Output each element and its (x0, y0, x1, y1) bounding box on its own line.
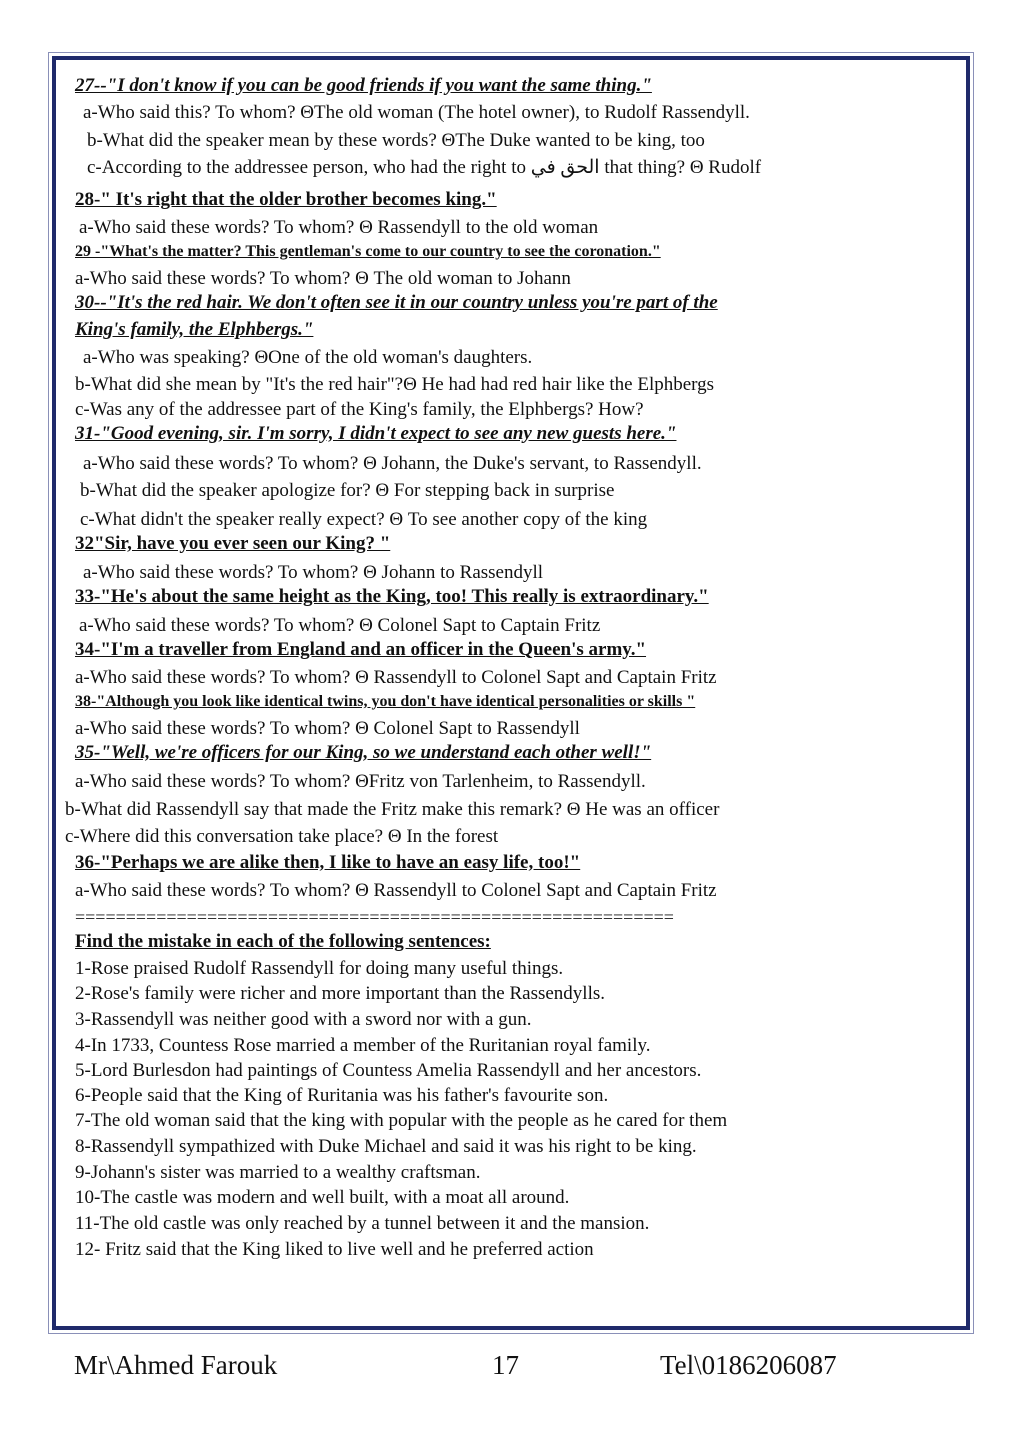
quotation-heading: Find the mistake in each of the following sentences: (75, 931, 491, 952)
text-line: 3-Rassendyll was neither good with a sword nor with a gun. (75, 1009, 532, 1030)
text-line: 1-Rose praised Rudolf Rassendyll for doing many useful things. (75, 958, 564, 979)
text-line: b-What did she mean by "It's the red hair"?Θ He had had red hair like the Elphbergs (75, 374, 715, 395)
quotation-heading: 35-"Well, we're officers for our King, so we understand each other well!" (75, 742, 652, 763)
text-line: 11-The old castle was only reached by a tunnel between it and the mansion. (75, 1213, 650, 1234)
quotation-heading: 31-"Good evening, sir. I'm sorry, I didn't expect to see any new guests here." (75, 423, 677, 444)
quotation-heading: 29 -"What's the matter? This gentleman's come to our country to see the coronation." (75, 243, 661, 260)
text-line: c-According to the addressee person, who had the right to الحق في that thing? Θ Rudolf (87, 157, 762, 178)
text-line: a-Who said these words? To whom? Θ Johann, the Duke's servant, to Rassendyll. (83, 453, 702, 474)
quotation-heading: 28-" It's right that the older brother becomes king." (75, 189, 497, 210)
text-line: 2-Rose's family were richer and more important than the Rassendylls. (75, 983, 606, 1004)
footer-page-number: 17 (492, 1350, 519, 1380)
separator-line: =========================================================== (75, 907, 674, 927)
text-line: a-Who said these words? To whom? Θ Rassendyll to Colonel Sapt and Captain Fritz (75, 667, 717, 688)
text-line: a-Who said these words? To whom? Θ Colonel Sapt to Rassendyll (75, 718, 580, 739)
text-line: 5-Lord Burlesdon had paintings of Countess Amelia Rassendyll and her ancestors. (75, 1060, 702, 1081)
text-line: b-What did the speaker apologize for? Θ For stepping back in surprise (80, 480, 615, 501)
text-line: 6-People said that the King of Ruritania was his father's favourite son. (75, 1085, 609, 1106)
footer-telephone: Tel\0186206087 (660, 1350, 837, 1380)
quotation-heading: King's family, the Elphbergs." (75, 319, 314, 340)
quotation-heading: 27--"I don't know if you can be good friends if you want the same thing." (75, 75, 652, 96)
quotation-heading: 38-"Although you look like identical twins, you don't have identical personalities or skills " (75, 693, 696, 710)
text-line: b-What did the speaker mean by these words? ΘThe Duke wanted to be king, too (87, 130, 705, 151)
quotation-heading: 33-"He's about the same height as the King, too! This really is extraordinary." (75, 586, 709, 607)
text-line: 12- Fritz said that the King liked to live well and he preferred action (75, 1239, 594, 1260)
text-line: b-What did Rassendyll say that made the Fritz make this remark? Θ He was an officer (65, 799, 720, 820)
quotation-heading: 32"Sir, have you ever seen our King? " (75, 533, 391, 554)
quotation-heading: 30--"It's the red hair. We don't often see it in our country unless you're part of the (75, 292, 718, 313)
text-line: a-Who was speaking? ΘOne of the old woman's daughters. (83, 347, 533, 368)
text-line: c-Where did this conversation take place? Θ In the forest (65, 826, 499, 847)
text-line: a-Who said these words? To whom? Θ Rassendyll to Colonel Sapt and Captain Fritz (75, 880, 717, 901)
text-line: c-What didn't the speaker really expect? Θ To see another copy of the king (80, 509, 648, 530)
text-line: a-Who said these words? To whom? Θ Rassendyll to the old woman (79, 217, 599, 238)
text-line: a-Who said these words? To whom? Θ The old woman to Johann (75, 268, 571, 289)
text-line: 9-Johann's sister was married to a wealthy craftsman. (75, 1162, 481, 1183)
text-line: a-Who said these words? To whom? ΘFritz von Tarlenheim, to Rassendyll. (75, 771, 646, 792)
footer-author: Mr\Ahmed Farouk (74, 1350, 278, 1380)
text-line: a-Who said these words? To whom? Θ Colonel Sapt to Captain Fritz (79, 615, 601, 636)
quotation-heading: 36-"Perhaps we are alike then, I like to have an easy life, too!" (75, 852, 581, 873)
quotation-heading: 34-"I'm a traveller from England and an officer in the Queen's army." (75, 639, 647, 660)
text-line: c-Was any of the addressee part of the King's family, the Elphbergs? How? (75, 399, 644, 420)
text-line: 4-In 1733, Countess Rose married a member of the Ruritanian royal family. (75, 1035, 651, 1056)
text-line: 7-The old woman said that the king with popular with the people as he cared for them (75, 1110, 728, 1131)
text-line: 10-The castle was modern and well built, with a moat all around. (75, 1187, 570, 1208)
text-line: 8-Rassendyll sympathized with Duke Michael and said it was his right to be king. (75, 1136, 697, 1157)
text-line: a-Who said these words? To whom? Θ Johann to Rassendyll (83, 562, 544, 583)
text-line: a-Who said this? To whom? ΘThe old woman (The hotel owner), to Rudolf Rassendyll. (83, 102, 750, 123)
